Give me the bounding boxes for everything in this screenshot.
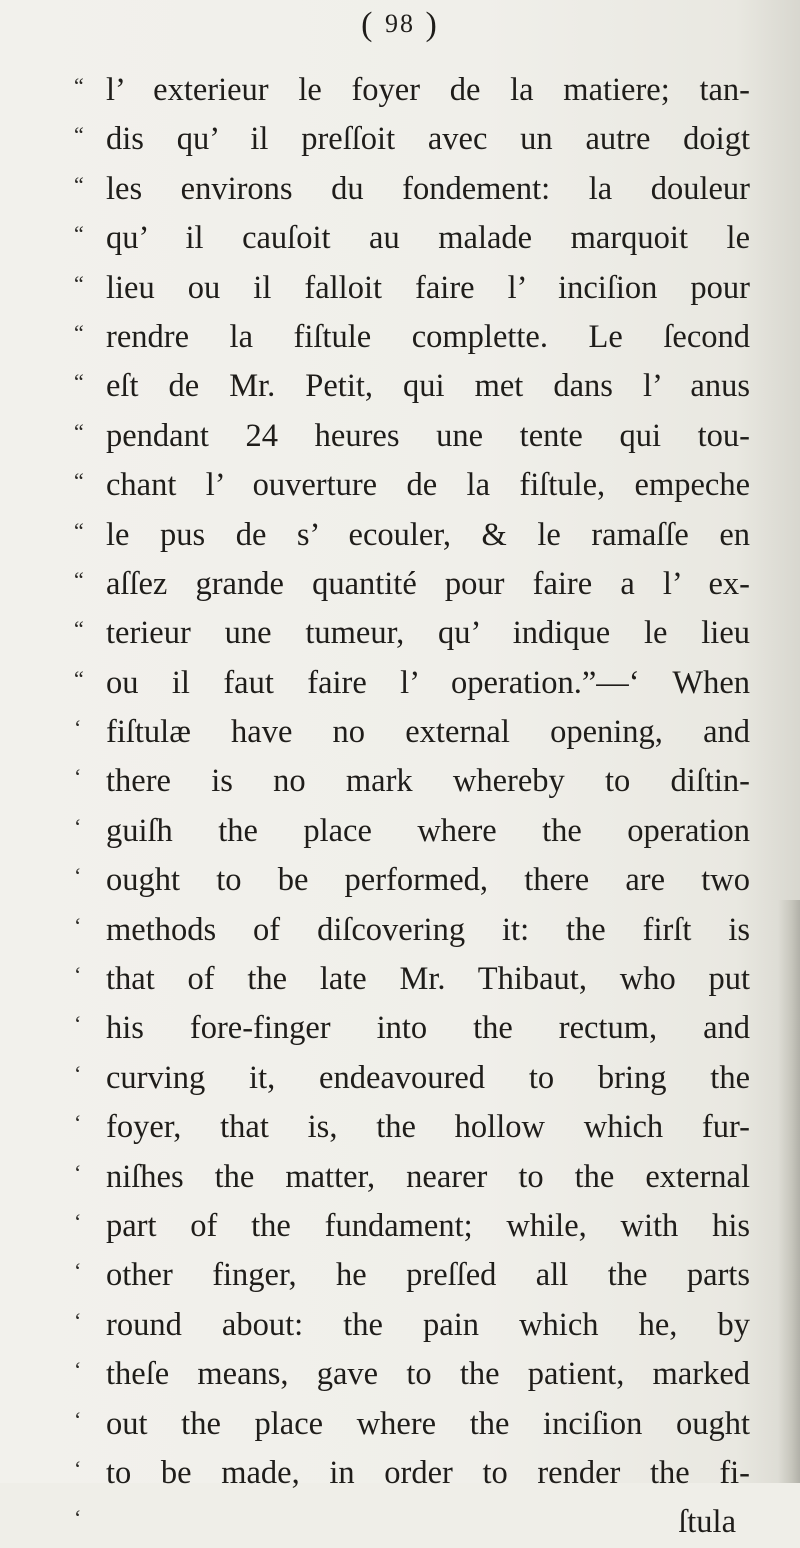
quote-mark: ‘ bbox=[74, 764, 82, 790]
line-text: that of the late Mr. Thibaut, who put bbox=[106, 961, 750, 998]
text-line bbox=[74, 362, 750, 411]
quote-mark: ‘ bbox=[74, 1505, 82, 1531]
quote-mark: “ bbox=[74, 369, 84, 395]
quote-mark: ‘ bbox=[74, 715, 82, 741]
quote-mark: “ bbox=[74, 468, 84, 494]
line-text: dis qu’ il preſſoit avec un autre doigt bbox=[106, 121, 750, 158]
text-line bbox=[74, 1004, 750, 1053]
quote-mark: “ bbox=[74, 270, 84, 296]
page-edge-shadow bbox=[778, 900, 800, 1483]
line-text: round about: the pain which he, by bbox=[106, 1306, 750, 1343]
line-text: lieu ou il falloit faire l’ inciſion pour bbox=[106, 269, 750, 306]
line-text: eſt de Mr. Petit, qui met dans l’ anus bbox=[106, 368, 750, 405]
text-line bbox=[74, 856, 750, 905]
quote-mark: “ bbox=[74, 418, 84, 444]
text-line bbox=[74, 1400, 750, 1449]
line-text: his fore-finger into the rectum, and bbox=[106, 1010, 750, 1047]
line-text: aſſez grande quantité pour faire a l’ ex- bbox=[106, 565, 750, 602]
line-text: ou il faut faire l’ operation.”—‘ When bbox=[106, 664, 750, 701]
line-text: foyer, that is, the hollow which fur- bbox=[106, 1109, 750, 1146]
quote-mark: “ bbox=[74, 566, 84, 592]
quote-mark: “ bbox=[74, 221, 84, 247]
quote-mark: ‘ bbox=[74, 1307, 82, 1333]
text-line bbox=[74, 1301, 750, 1350]
text-line bbox=[74, 412, 750, 461]
quote-mark: ‘ bbox=[74, 863, 82, 889]
line-text: guiſh the place where the operation bbox=[106, 812, 750, 849]
line-text: l’ exterieur le foyer de la matiere; tan- bbox=[106, 72, 750, 108]
line-text: part of the fundament; while, with his bbox=[106, 1207, 750, 1244]
quote-mark: ‘ bbox=[74, 1060, 82, 1086]
quote-mark: ‘ bbox=[74, 1011, 82, 1037]
text-line bbox=[74, 906, 750, 955]
quote-mark: ‘ bbox=[74, 1208, 82, 1234]
text-line bbox=[74, 165, 750, 214]
page-number-value: 98 bbox=[385, 9, 415, 38]
text-line bbox=[74, 955, 750, 1004]
line-text: le pus de s’ ecouler, & le ramaſſe en bbox=[106, 516, 750, 553]
catchword-line bbox=[74, 1498, 750, 1547]
page-number bbox=[0, 6, 800, 44]
line-text: to be made, in order to render the fi- bbox=[106, 1454, 750, 1491]
quote-mark: “ bbox=[74, 616, 84, 642]
line-text: methods of diſcovering it: the firſt is bbox=[106, 911, 750, 948]
text-line bbox=[74, 609, 750, 658]
quote-mark: ‘ bbox=[74, 1258, 82, 1284]
text-line bbox=[74, 115, 750, 164]
text-line bbox=[74, 807, 750, 856]
line-text: other finger, he preſſed all the parts bbox=[106, 1257, 750, 1294]
line-text: terieur une tumeur, qu’ indique le lieu bbox=[106, 615, 750, 652]
text-body bbox=[74, 66, 750, 1548]
text-line bbox=[74, 1054, 750, 1103]
text-line bbox=[74, 1103, 750, 1152]
line-text: out the place where the inciſion ought bbox=[106, 1405, 750, 1442]
text-line bbox=[74, 66, 750, 115]
line-text: curving it, endeavoured to bring the bbox=[106, 1059, 750, 1096]
line-text: ought to be performed, there are two bbox=[106, 862, 750, 899]
line-text: fiſtulæ have no external opening, and bbox=[106, 714, 750, 751]
quote-mark: “ bbox=[74, 665, 84, 691]
text-line bbox=[74, 708, 750, 757]
text-line bbox=[74, 1251, 750, 1300]
line-text: chant l’ ouverture de la fiſtule, empeche bbox=[106, 467, 750, 504]
catchword-text: ſtula bbox=[678, 1504, 736, 1541]
quote-mark: ‘ bbox=[74, 1357, 82, 1383]
line-text: rendre la fiſtule complette. Le ſecond bbox=[106, 318, 750, 355]
quote-mark: ‘ bbox=[74, 1455, 82, 1481]
quote-mark: ‘ bbox=[74, 1159, 82, 1185]
page-number-open: ( bbox=[361, 6, 375, 43]
text-line bbox=[74, 1202, 750, 1251]
text-line bbox=[74, 1449, 750, 1498]
text-line bbox=[74, 511, 750, 560]
quote-mark: “ bbox=[74, 517, 84, 543]
quote-mark: “ bbox=[74, 122, 84, 148]
text-line bbox=[74, 461, 750, 510]
quote-mark: ‘ bbox=[74, 1110, 82, 1136]
quote-mark: “ bbox=[74, 73, 84, 98]
text-line bbox=[74, 214, 750, 263]
quote-mark: ‘ bbox=[74, 1406, 82, 1432]
page-number-close: ) bbox=[425, 6, 439, 43]
quote-mark: ‘ bbox=[74, 912, 82, 938]
line-text: les environs du fondement: la douleur bbox=[106, 170, 750, 207]
text-line bbox=[74, 1350, 750, 1399]
text-line bbox=[74, 264, 750, 313]
line-text: pendant 24 heures une tente qui tou- bbox=[106, 417, 750, 454]
quote-mark: ‘ bbox=[74, 962, 82, 988]
line-text: there is no mark whereby to diſtin- bbox=[106, 763, 750, 800]
text-line bbox=[74, 1153, 750, 1202]
line-text: theſe means, gave to the patient, marked bbox=[106, 1356, 750, 1393]
quote-mark: ‘ bbox=[74, 813, 82, 839]
quote-mark: “ bbox=[74, 319, 84, 345]
text-line bbox=[74, 757, 750, 806]
line-text: niſhes the matter, nearer to the external bbox=[106, 1158, 750, 1195]
text-line bbox=[74, 560, 750, 609]
quote-mark: “ bbox=[74, 171, 84, 197]
line-text: qu’ il cauſoit au malade marquoit le bbox=[106, 220, 750, 257]
text-line bbox=[74, 659, 750, 708]
text-line bbox=[74, 313, 750, 362]
